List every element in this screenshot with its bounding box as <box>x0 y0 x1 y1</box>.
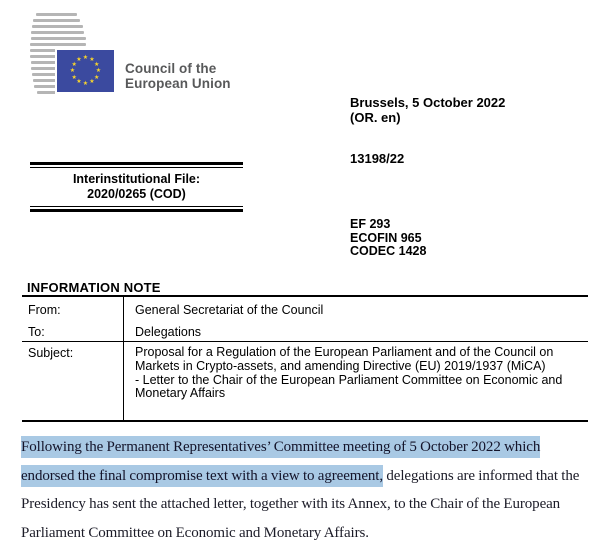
interinstitutional-number: 2020/0265 (COD) <box>87 186 186 201</box>
eu-star-icon: ★ <box>69 68 76 74</box>
doc-number: 13198/22 <box>350 151 405 166</box>
eu-star-icon: ★ <box>71 61 77 68</box>
distribution-codes <box>350 218 426 259</box>
selected-text[interactable]: Following the Permanent Representatives’ Committee meeting of 5 October 2022 which endorsed the final compromise text with a view to agreement, <box>21 436 540 487</box>
eu-star-icon: ★ <box>94 61 100 68</box>
from-value: General Secretariat of the Council <box>135 303 324 317</box>
interinstitutional-file-text <box>30 168 243 206</box>
subject-label: Subject: <box>28 346 74 360</box>
eu-flag-field <box>57 50 114 92</box>
eu-star-icon: ★ <box>76 56 82 63</box>
subject-line-2: - Letter to the Chair of the European Parliament Committee on Economic and Monetary Affairs <box>135 372 563 401</box>
to-value: Delegations <box>135 325 202 339</box>
eu-flag-icon <box>55 48 116 94</box>
interinstitutional-label: Interinstitutional File: <box>72 172 201 186</box>
body-text[interactable]: delegations are informed that the Presidency has sent the attached letter, together with its Annex, to the Chair of the European Parliament Committee on Economic and Monetary Affairs. <box>21 467 580 541</box>
code-ef: EF 293 <box>350 217 391 231</box>
from-label: From: <box>28 303 61 317</box>
code-ecofin: ECOFIN 965 <box>350 230 422 245</box>
eu-star-icon: ★ <box>82 55 89 61</box>
to-label: To: <box>28 325 45 339</box>
language-marker: (OR. en) <box>350 110 401 125</box>
body-paragraph[interactable] <box>21 433 591 542</box>
org-name <box>125 61 231 91</box>
org-name-line2: European Union <box>125 76 231 91</box>
eu-star-icon: ★ <box>76 79 82 86</box>
rule-below-title <box>22 295 588 297</box>
rule-above-subject <box>22 341 588 342</box>
place-date-block <box>350 95 505 125</box>
note-title: INFORMATION NOTE <box>27 280 161 295</box>
table-column-divider <box>123 297 124 420</box>
code-codec: CODEC 1428 <box>350 244 427 258</box>
eu-star-icon: ★ <box>89 79 95 86</box>
interinstitutional-file-box <box>30 162 243 212</box>
subject-line-1: Proposal for a Regulation of the European Parliament and of the Council on Markets in Crypto-assets, and amending Directive (EU) 2019/1937 (MiCA) <box>135 345 554 373</box>
org-name-line1: Council of the <box>125 61 217 76</box>
eu-star-icon: ★ <box>94 74 100 81</box>
place-date: Brussels, 5 October 2022 <box>350 95 506 110</box>
eu-star-icon: ★ <box>89 56 95 63</box>
eu-star-icon: ★ <box>82 81 89 87</box>
box-rule-thick-bottom <box>30 209 243 212</box>
rule-below-subject <box>22 420 588 422</box>
subject-value <box>135 346 567 401</box>
eu-star-icon: ★ <box>95 68 102 74</box>
eu-star-icon: ★ <box>71 74 77 81</box>
